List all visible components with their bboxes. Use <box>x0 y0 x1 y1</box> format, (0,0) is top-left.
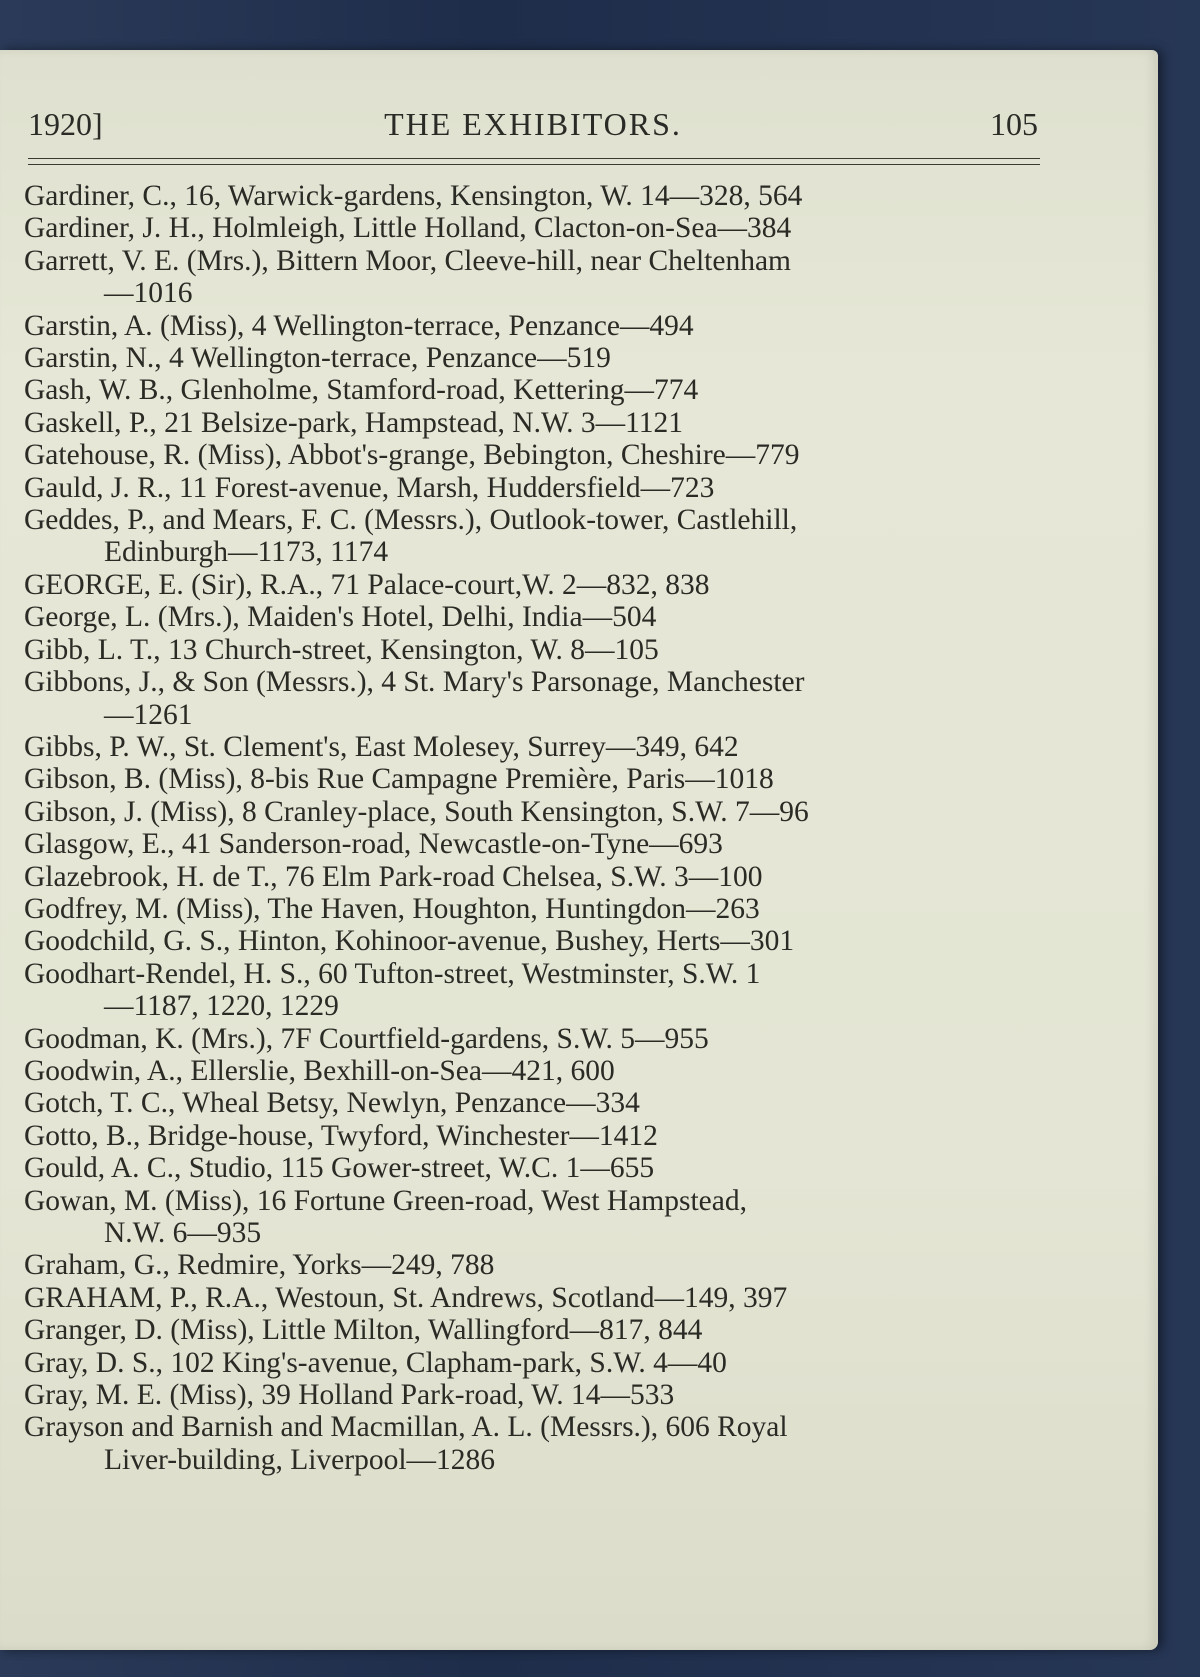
entry-line: Gibbons, J., & Son (Messrs.), 4 St. Mary's Parsonage, Manchester <box>24 666 805 699</box>
entry-line: Goodhart-Rendel, H. S., 60 Tufton-street, Westminster, S.W. 1 <box>24 957 761 990</box>
exhibitor-entry <box>24 731 1044 763</box>
entry-line: Gotto, B., Bridge-house, Twyford, Winchester—1412 <box>24 1119 658 1152</box>
exhibitor-entry <box>24 212 1044 244</box>
header-rule-bottom <box>28 164 1040 165</box>
exhibitor-entry <box>24 796 1044 828</box>
entry-line: Gaskell, P., 21 Belsize-park, Hampstead, N.W. 3—1121 <box>24 406 683 439</box>
entry-line: Gibson, B. (Miss), 8-bis Rue Campagne Première, Paris—1018 <box>24 763 774 796</box>
exhibitor-list <box>24 180 1044 1476</box>
entry-line: Gibb, L. T., 13 Church-street, Kensington, W. 8—105 <box>24 633 659 666</box>
entry-line: Gauld, J. R., 11 Forest-avenue, Marsh, Huddersfield—723 <box>24 471 715 504</box>
exhibitor-entry <box>24 1120 1044 1152</box>
entry-line: Graham, G., Redmire, Yorks—249, 788 <box>24 1249 495 1282</box>
entry-continuation: —1261 <box>104 698 193 731</box>
header-title: THE EXHIBITORS. <box>384 106 682 142</box>
exhibitor-entry <box>24 310 1044 342</box>
exhibitor-entry <box>24 1185 1044 1250</box>
entry-line: GEORGE, E. (Sir), R.A., 71 Palace-court,W. 2—832, 838 <box>24 568 710 601</box>
entry-line: Garstin, N., 4 Wellington-terrace, Penzance—519 <box>24 342 611 375</box>
entry-line: Gould, A. C., Studio, 115 Gower-street, W.C. 1—655 <box>24 1152 655 1185</box>
exhibitor-entry <box>24 1282 1044 1314</box>
entry-line: George, L. (Mrs.), Maiden's Hotel, Delhi, India—504 <box>24 601 657 634</box>
entry-line: Glazebrook, H. de T., 76 Elm Park-road Chelsea, S.W. 3—100 <box>24 860 763 893</box>
exhibitor-entry <box>24 245 1044 310</box>
entry-line: Gibson, J. (Miss), 8 Cranley-place, South Kensington, S.W. 7—96 <box>24 795 809 828</box>
exhibitor-entry <box>24 374 1044 406</box>
exhibitor-entry <box>24 504 1044 569</box>
entry-line: Goodchild, G. S., Hinton, Kohinoor-avenue, Bushey, Herts—301 <box>24 925 795 958</box>
entry-line: Grayson and Barnish and Macmillan, A. L. (Messrs.), 606 Royal <box>24 1411 788 1444</box>
running-head <box>28 106 1038 156</box>
exhibitor-entry <box>24 958 1044 1023</box>
entry-line: Goodman, K. (Mrs.), 7F Courtfield-gardens, S.W. 5—955 <box>24 1022 709 1055</box>
exhibitor-entry <box>24 893 1044 925</box>
exhibitor-entry <box>24 1023 1044 1055</box>
entry-continuation: N.W. 6—935 <box>104 1217 262 1249</box>
header-page-number: 105 <box>990 106 1038 142</box>
entry-line: Gowan, M. (Miss), 16 Fortune Green-road, West Hampstead, <box>24 1184 747 1217</box>
exhibitor-entry <box>24 666 1044 731</box>
entry-line: Goodwin, A., Ellerslie, Bexhill-on-Sea—421, 600 <box>24 1054 615 1087</box>
entry-continuation: Edinburgh—1173, 1174 <box>104 536 389 569</box>
entry-line: Garrett, V. E. (Mrs.), Bittern Moor, Cleeve-hill, near Cheltenham <box>24 244 791 277</box>
entry-line: Gardiner, C., 16, Warwick-gardens, Kensington, W. 14—328, 564 <box>24 180 803 212</box>
entry-line: Gibbs, P. W., St. Clement's, East Molesey, Surrey—349, 642 <box>24 730 739 763</box>
exhibitor-entry <box>24 601 1044 633</box>
entry-line: Gotch, T. C., Wheal Betsy, Newlyn, Penzance—334 <box>24 1087 640 1120</box>
entry-line: Gash, W. B., Glenholme, Stamford-road, Kettering—774 <box>24 374 699 407</box>
exhibitor-entry <box>24 828 1044 860</box>
exhibitor-entry <box>24 925 1044 957</box>
entry-line: GRAHAM, P., R.A., Westoun, St. Andrews, Scotland—149, 397 <box>24 1281 788 1314</box>
exhibitor-entry <box>24 180 1044 212</box>
exhibitor-entry <box>24 1055 1044 1087</box>
entry-line: Godfrey, M. (Miss), The Haven, Houghton, Huntingdon—263 <box>24 892 760 925</box>
header-rule-top <box>28 158 1040 159</box>
entry-line: Gray, M. E. (Miss), 39 Holland Park-road, W. 14—533 <box>24 1379 675 1412</box>
entry-line: Garstin, A. (Miss), 4 Wellington-terrace, Penzance—494 <box>24 309 694 342</box>
entry-line: Gray, D. S., 102 King's-avenue, Clapham-park, S.W. 4—40 <box>24 1346 727 1379</box>
entry-continuation: —1187, 1220, 1229 <box>104 990 339 1023</box>
exhibitor-entry <box>24 861 1044 893</box>
header-year: 1920] <box>28 106 103 142</box>
entry-line: Granger, D. (Miss), Little Milton, Wallingford—817, 844 <box>24 1314 703 1347</box>
entry-line: Gardiner, J. H., Holmleigh, Little Holland, Clacton-on-Sea—384 <box>24 212 792 245</box>
exhibitor-entry <box>24 1411 1044 1476</box>
exhibitor-entry <box>24 439 1044 471</box>
entry-continuation: Liver-building, Liverpool—1286 <box>104 1443 496 1476</box>
exhibitor-entry <box>24 634 1044 666</box>
exhibitor-entry <box>24 763 1044 795</box>
exhibitor-entry <box>24 472 1044 504</box>
exhibitor-entry <box>24 1152 1044 1184</box>
exhibitor-entry <box>24 569 1044 601</box>
exhibitor-entry <box>24 1087 1044 1119</box>
entry-line: Gatehouse, R. (Miss), Abbot's-grange, Bebington, Cheshire—779 <box>24 439 800 472</box>
exhibitor-entry <box>24 1249 1044 1281</box>
exhibitor-entry <box>24 342 1044 374</box>
exhibitor-entry <box>24 407 1044 439</box>
exhibitor-entry <box>24 1379 1044 1411</box>
entry-continuation: —1016 <box>104 277 193 310</box>
entry-line: Geddes, P., and Mears, F. C. (Messrs.), Outlook-tower, Castlehill, <box>24 504 798 537</box>
exhibitor-entry <box>24 1347 1044 1379</box>
entry-line: Glasgow, E., 41 Sanderson-road, Newcastle-on-Tyne—693 <box>24 828 723 861</box>
exhibitor-entry <box>24 1314 1044 1346</box>
